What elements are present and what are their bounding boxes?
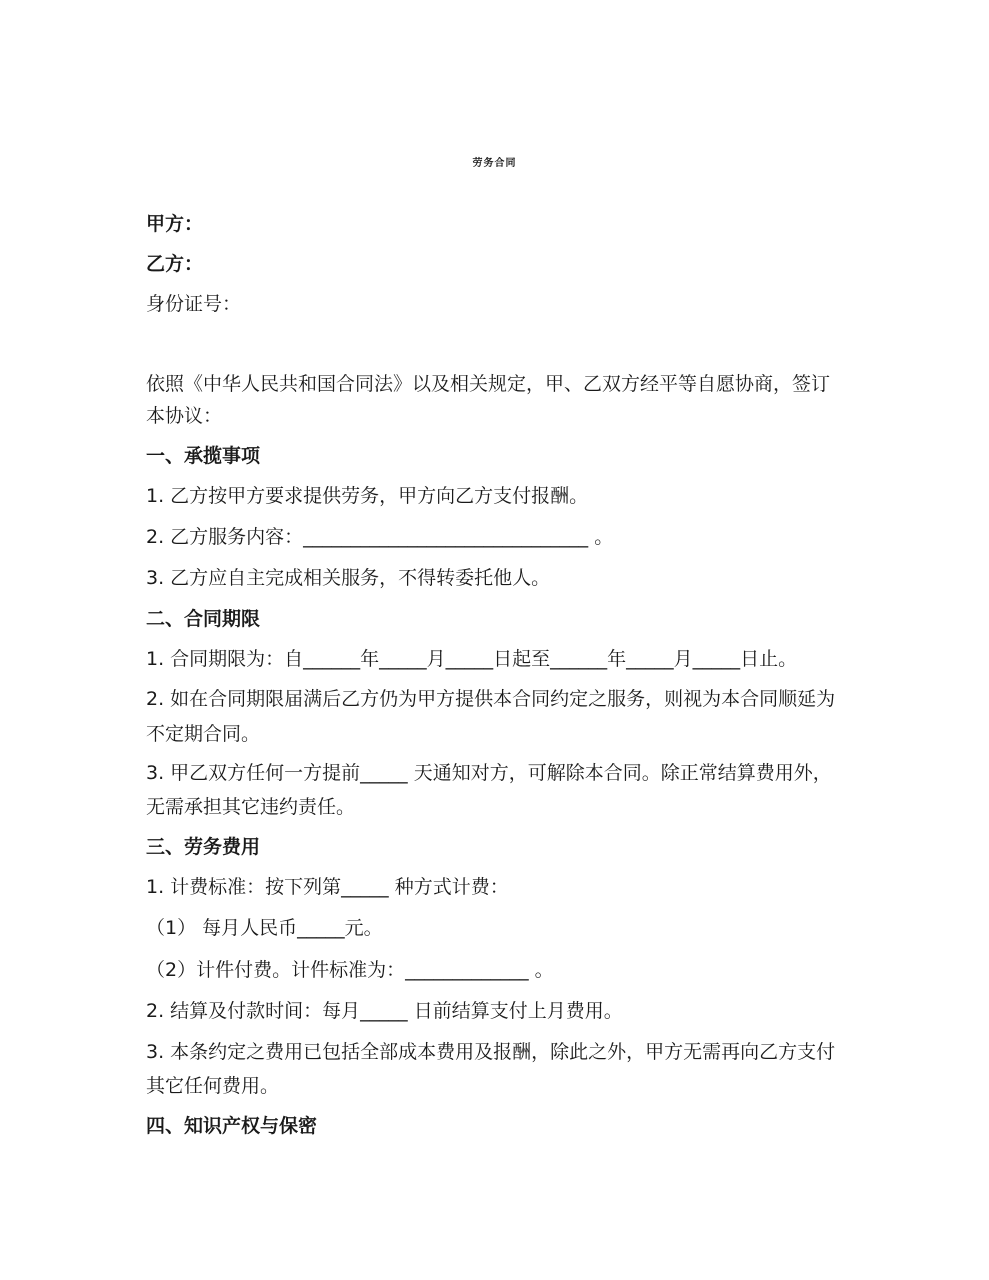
page-title: 劳务合同 (472, 158, 517, 169)
id-number-label: 身份证号： (146, 293, 242, 315)
section-1-heading: 一、承揽事项 (146, 445, 261, 467)
section-1-item-3: 3. 乙方应自主完成相关服务，不得转委托他人。 (146, 567, 551, 589)
section-3-item-3-line-1: 3. 本条约定之费用已包括全部成本费用及报酬，除此之外，甲方无需再向乙方支付 (146, 1041, 836, 1063)
section-3-item-3-line-2: 其它任何费用。 (146, 1075, 280, 1097)
section-3-item-1: 1. 计费标准：按下列第_____ 种方式计费： (146, 876, 509, 898)
section-2-item-3-line-2: 无需承担其它违约责任。 (146, 796, 356, 818)
section-2-item-1: 1. 合同期限为：自______年_____月_____日起至______年_____月_____日止。 (146, 648, 798, 670)
section-1-item-1: 1. 乙方按甲方要求提供劳务，甲方向乙方支付报酬。 (146, 485, 589, 507)
section-4-heading: 四、知识产权与保密 (146, 1115, 318, 1137)
party-b-label: 乙方： (146, 253, 204, 275)
party-a-label: 甲方： (146, 213, 204, 235)
section-2-item-2-line-1: 2. 如在合同期限届满后乙方仍为甲方提供本合同约定之服务，则视为本合同顺延为 (146, 688, 836, 710)
section-3-heading: 三、劳务费用 (146, 836, 261, 858)
section-2-item-3-line-1: 3. 甲乙双方任何一方提前_____ 天通知对方，可解除本合同。除正常结算费用外， (146, 762, 832, 784)
intro-paragraph-line-1: 依照《中华人民共和国合同法》以及相关规定，甲、乙双方经平等自愿协商，签订 (146, 373, 831, 395)
section-3-item-2: 2. 结算及付款时间：每月_____ 日前结算支付上月费用。 (146, 1000, 623, 1022)
section-3-option-2: （2）计件付费。计件标准为：_____________ 。 (146, 959, 554, 981)
section-2-item-2-line-2: 不定期合同。 (146, 723, 261, 745)
intro-paragraph-line-2: 本协议： (146, 405, 223, 427)
section-2-heading: 二、合同期限 (146, 608, 261, 630)
section-1-item-2: 2. 乙方服务内容：______________________________ 。 (146, 526, 614, 548)
section-3-option-1: （1） 每月人民币_____元。 (146, 917, 383, 939)
